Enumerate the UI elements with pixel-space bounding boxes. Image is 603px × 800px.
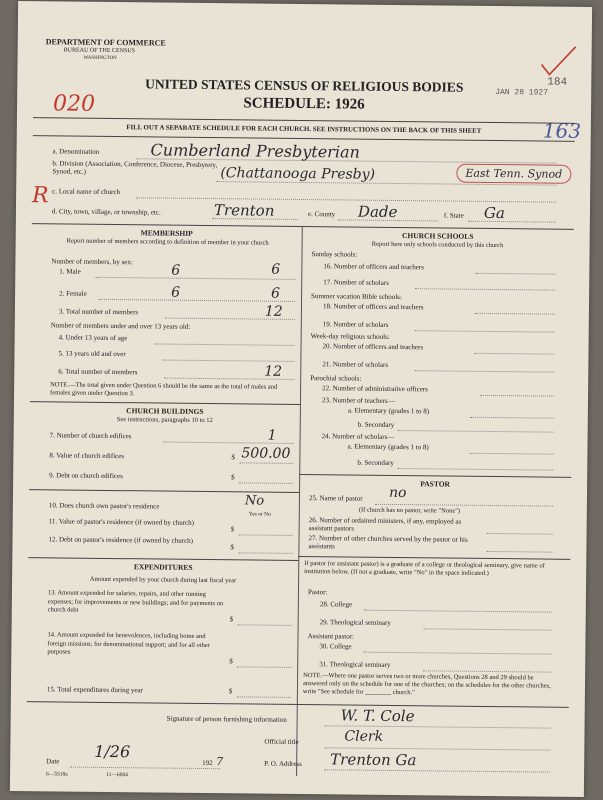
city-label: WASHINGTON xyxy=(83,55,117,62)
q25-hint: (If church has no pastor, write "None") xyxy=(358,506,461,515)
membership-note: NOTE.—The total given under Question 6 should be the same as the total of males and females given under Question 3. xyxy=(50,381,278,398)
q1-value-a: 6 xyxy=(171,262,181,279)
mark-r: R xyxy=(31,183,49,209)
schedule-title: SCHEDULE: 1926 xyxy=(243,95,365,113)
q9-dollar: $ xyxy=(231,473,235,482)
q23a-label: a. Elementary (grades 1 to 8) xyxy=(347,406,430,416)
q20-label: 20. Number of officers and teachers xyxy=(322,342,424,352)
q27-label: 27. Number of other churches served by the pastor or his assistants xyxy=(308,534,468,551)
q19-label: 19. Number of scholars xyxy=(322,320,389,329)
division-circled: East Tenn. Synod xyxy=(456,164,571,184)
q16-label: 16. Number of officers and teachers xyxy=(323,262,424,272)
buildings-subtitle: See instructions, paragraphs 10 to 12 xyxy=(116,416,213,425)
received-stamp-number: 184 xyxy=(547,76,568,89)
date-value: 1/26 xyxy=(94,741,131,762)
year-value: 7 xyxy=(216,755,224,769)
q26-label: 26. Number of ordained ministers, if any, employed as assistant pastors xyxy=(308,516,462,533)
q25-value: no xyxy=(388,484,407,502)
q10-value: No xyxy=(244,493,265,509)
q11-label: 11. Value of pastor's residence (if owned by church) xyxy=(48,517,195,527)
q8-label: 8. Value of church edifices xyxy=(49,451,125,461)
q7-label: 7. Number of church edifices xyxy=(49,431,132,441)
q23-label: 23. Number of teachers— xyxy=(321,396,395,405)
q28-label: 28. College xyxy=(319,600,353,609)
q6-value: 12 xyxy=(264,363,283,380)
sunday-label: Sunday schools: xyxy=(311,250,358,259)
division-label: b. Division (Association, Conference, Diocese, Presbytery, Synod, etc.) xyxy=(52,159,218,176)
q29-label: 29. Theological seminary xyxy=(319,618,391,627)
parochial-label: Parochial schools: xyxy=(310,374,362,383)
members-by-sex-label: Number of members, by sex: xyxy=(51,257,133,267)
state-label: f. State xyxy=(443,211,464,220)
county-label: e. County xyxy=(307,210,336,219)
official-title-label: Official title xyxy=(264,737,299,746)
q6-label: 6. Total number of members xyxy=(58,367,138,377)
q5-label: 5. 13 years old and over xyxy=(58,349,126,359)
county-value: Dade xyxy=(357,202,398,221)
membership-subtitle: Report number of members according to definition of member in your church xyxy=(66,237,269,247)
q1-value-b: 6 xyxy=(271,261,281,278)
q12-label: 12. Debt on pastor's residence (if owned by church) xyxy=(48,535,194,545)
denomination-label: a. Denomination xyxy=(52,147,100,156)
form-number: 6—5518a xyxy=(46,771,68,778)
form-number-2: 11—6084 xyxy=(106,771,128,779)
membership-title: MEMBERSHIP xyxy=(140,228,193,238)
dept-label: DEPARTMENT OF COMMERCE xyxy=(45,37,166,48)
graduate-note: If pastor (or assistant pastor) is a graduate of a college or theological seminary, give name of institution below. (If not a graduate, write "No" in the space indicated.) xyxy=(304,560,545,577)
q2-value-a: 6 xyxy=(171,284,181,301)
po-address-label: P. O. Address xyxy=(264,759,302,769)
received-stamp-date: JAN 28 1927 xyxy=(495,88,549,98)
q11-dollar: $ xyxy=(230,525,235,534)
q2-label: 2. Female xyxy=(59,289,87,298)
date-label: Date xyxy=(46,757,60,766)
bureau-label: BUREAU OF THE CENSUS xyxy=(63,47,136,55)
expenditures-title: EXPENDITURES xyxy=(133,562,193,572)
q3-label: 3. Total number of members xyxy=(58,307,139,317)
q21-label: 21. Number of scholars xyxy=(322,360,389,369)
signature-value: W. T. Cole xyxy=(340,706,415,726)
schools-title: CHURCH SCHOOLS xyxy=(401,231,474,241)
q8-value: 500.00 xyxy=(241,445,291,462)
q25-label: 25. Name of pastor xyxy=(308,494,363,503)
q3-value: 12 xyxy=(264,303,283,320)
pastor-note: NOTE.—Where one pastor serves two or more churches, Questions 28 and 29 should be answered only on the schedule for one of the churches; on the schedules for the other churches, write "See schedule for ________ church." xyxy=(302,672,551,697)
year-label: 192 xyxy=(202,758,213,768)
q10-hint: Yes or No xyxy=(248,511,271,518)
q1-label: 1. Male xyxy=(59,267,81,276)
q4-label: 4. Under 13 years of age xyxy=(58,333,128,343)
code-020: 020 xyxy=(52,91,96,117)
q24-label: 24. Number of scholars— xyxy=(321,432,395,441)
pastor-title: PASTOR xyxy=(420,479,451,489)
q23b-label: b. Secondary xyxy=(357,420,395,429)
members-by-age-label: Number of members under and over 13 years old: xyxy=(50,321,191,331)
instructions-line: FILL OUT A SEPARATE SCHEDULE FOR EACH CHURCH. SEE INSTRUCTIONS ON THE BACK OF THIS SHEET xyxy=(126,124,482,135)
q13-dollar: $ xyxy=(229,615,234,624)
expenditures-subtitle: Amount expended by your church during last fiscal year xyxy=(89,575,237,585)
asst-pastor-sublabel: Assistant pastor: xyxy=(307,632,355,641)
q8-dollar: $ xyxy=(231,453,235,462)
q2-value-b: 6 xyxy=(271,285,281,302)
signature-label: Signature of person furnishing information xyxy=(166,714,287,724)
q30-label: 30. College xyxy=(319,642,352,651)
buildings-title: CHURCH BUILDINGS xyxy=(126,406,204,416)
official-title-value: Clerk xyxy=(344,728,384,745)
q17-label: 17. Number of scholars xyxy=(323,278,389,287)
vacation-label: Summer vacation Bible schools: xyxy=(311,292,402,302)
po-address-value: Trenton Ga xyxy=(330,750,417,770)
division-value: (Chattanooga Presby) xyxy=(220,165,376,183)
q12-dollar: $ xyxy=(230,543,234,552)
code-163: 163 xyxy=(542,118,582,143)
weekday-label: Week-day religious schools: xyxy=(310,332,390,341)
q10-label: 10. Does church own pastor's residence xyxy=(48,501,160,511)
check-mark-icon xyxy=(539,44,579,78)
city-label-field: d. City, town, village, or township, etc. xyxy=(51,207,161,217)
denomination-value: Cumberland Presbyterian xyxy=(150,140,360,162)
census-schedule-page xyxy=(10,1,592,797)
q13-label: 13. Amount expended for salaries, repairs, and other running expenses; for improvements or new buildings; and for payments on church debt xyxy=(47,589,224,614)
state-value: Ga xyxy=(483,203,505,223)
q15-label: 15. Total expenditures during year xyxy=(46,685,143,695)
pastor-sublabel: Pastor: xyxy=(307,588,328,597)
city-value: Trenton xyxy=(213,201,275,220)
q7-value: 1 xyxy=(267,427,277,444)
q24a-label: a. Elementary (grades 1 to 8) xyxy=(347,442,429,452)
form-title: UNITED STATES CENSUS OF RELIGIOUS BODIES xyxy=(145,76,464,95)
q18-label: 18. Number of officers and teachers xyxy=(322,302,424,312)
q9-label: 9. Debt on church edifices xyxy=(49,471,123,481)
q22-label: 22. Number of administrative officers xyxy=(322,384,428,394)
q15-dollar: $ xyxy=(228,687,233,696)
schools-subtitle: Report here only schools conducted by this church xyxy=(371,240,504,250)
q14-label: 14. Amount expended for benevolences, including home and foreign missions; for denominational support; and for all other purposes xyxy=(47,631,210,656)
local-name-label: c. Local name of church xyxy=(52,187,121,197)
q24b-label: b. Secondary xyxy=(357,458,394,467)
q31-label: 31. Theological seminary xyxy=(319,660,391,669)
q14-dollar: $ xyxy=(229,657,233,666)
